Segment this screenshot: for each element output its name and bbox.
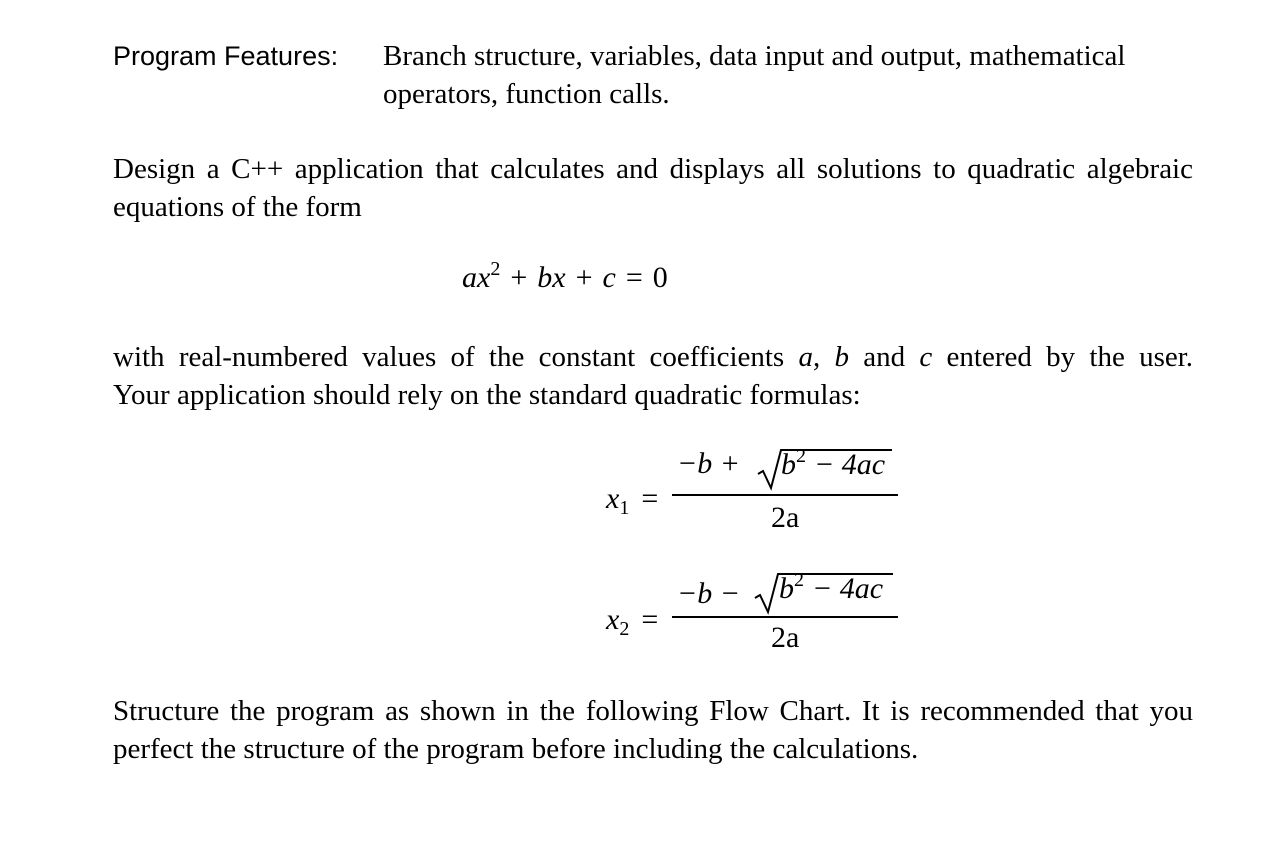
formula-2-den-text: 2a	[771, 621, 800, 654]
formula-2-rad-tail: − 4ac	[812, 572, 884, 605]
x1-sub: 1	[619, 497, 630, 519]
formula-1-rad-b: b	[781, 448, 796, 481]
program-features-label: Program Features:	[113, 41, 339, 71]
formula-2-rad-exp: 2	[794, 569, 804, 591]
coef-and: and	[863, 341, 906, 373]
formula-2-denominator	[771, 621, 799, 655]
formula-1-rad-exp: 2	[796, 445, 806, 467]
coefficients-line-1	[113, 338, 1193, 376]
eq-zero: 0	[652, 261, 668, 294]
eq-coef-a: a	[462, 261, 477, 294]
structure-line-1: Structure the program as shown in the following Flow Chart. It is recommended that you	[113, 695, 1193, 727]
formula-1-radicand	[781, 445, 886, 482]
eq-plus-2: +	[575, 261, 593, 294]
formula-1-fraction-bar	[672, 494, 898, 496]
eq-exponent: 2	[490, 258, 501, 280]
formula-2-rad-b: b	[779, 572, 794, 605]
formula-1-denominator	[771, 501, 799, 535]
coefficients-intro: with real-numbered values of the constant coefficients	[113, 341, 785, 373]
eq-coef-b: b	[537, 261, 553, 294]
formula-2-radicand	[779, 569, 884, 606]
coefficients-tail: entered by the user.	[946, 341, 1194, 373]
eq-coef-c: c	[602, 261, 616, 294]
x1-equals: =	[641, 482, 659, 515]
program-features-text	[383, 37, 1125, 113]
design-line-2: equations of the form	[113, 191, 362, 223]
coef-a: a	[798, 341, 813, 373]
structure-line-2: perfect the structure of the program before including the calculations.	[113, 733, 919, 765]
coef-c: c	[919, 341, 933, 373]
eq-equals: =	[625, 261, 643, 294]
eq-var-x: x	[477, 261, 491, 294]
coef-b: b	[834, 341, 849, 373]
formula-2-num-pre: −b −	[677, 577, 740, 610]
program-features-line-1: Branch structure, variables, data input and output, mathematical	[383, 40, 1126, 72]
design-line-1: Design a C++ application that calculates and displays all solutions to quadratic algebraic	[113, 153, 1193, 185]
x1-var: x	[606, 482, 620, 515]
quadratic-equation	[462, 258, 668, 295]
program-features-line-2: operators, function calls.	[383, 78, 670, 110]
eq-plus-1: +	[510, 261, 528, 294]
structure-paragraph	[113, 692, 1193, 768]
x2-equals: =	[641, 603, 659, 636]
formula-2-lhs	[606, 603, 659, 640]
formula-1-num-pre: −b +	[677, 447, 740, 480]
eq-var-x2: x	[552, 261, 566, 294]
coef-comma: ,	[812, 341, 821, 373]
coefficients-line-2: Your application should rely on the standard quadratic formulas:	[113, 379, 861, 411]
coefficients-paragraph	[113, 338, 1193, 414]
formula-2-fraction-bar	[672, 616, 898, 618]
formula-1-rad-tail: − 4ac	[814, 448, 886, 481]
design-paragraph	[113, 150, 1193, 226]
formula-1-den-text: 2a	[771, 501, 800, 534]
x2-sub: 2	[619, 618, 630, 640]
formula-1-lhs	[606, 482, 659, 519]
x2-var: x	[606, 603, 620, 636]
